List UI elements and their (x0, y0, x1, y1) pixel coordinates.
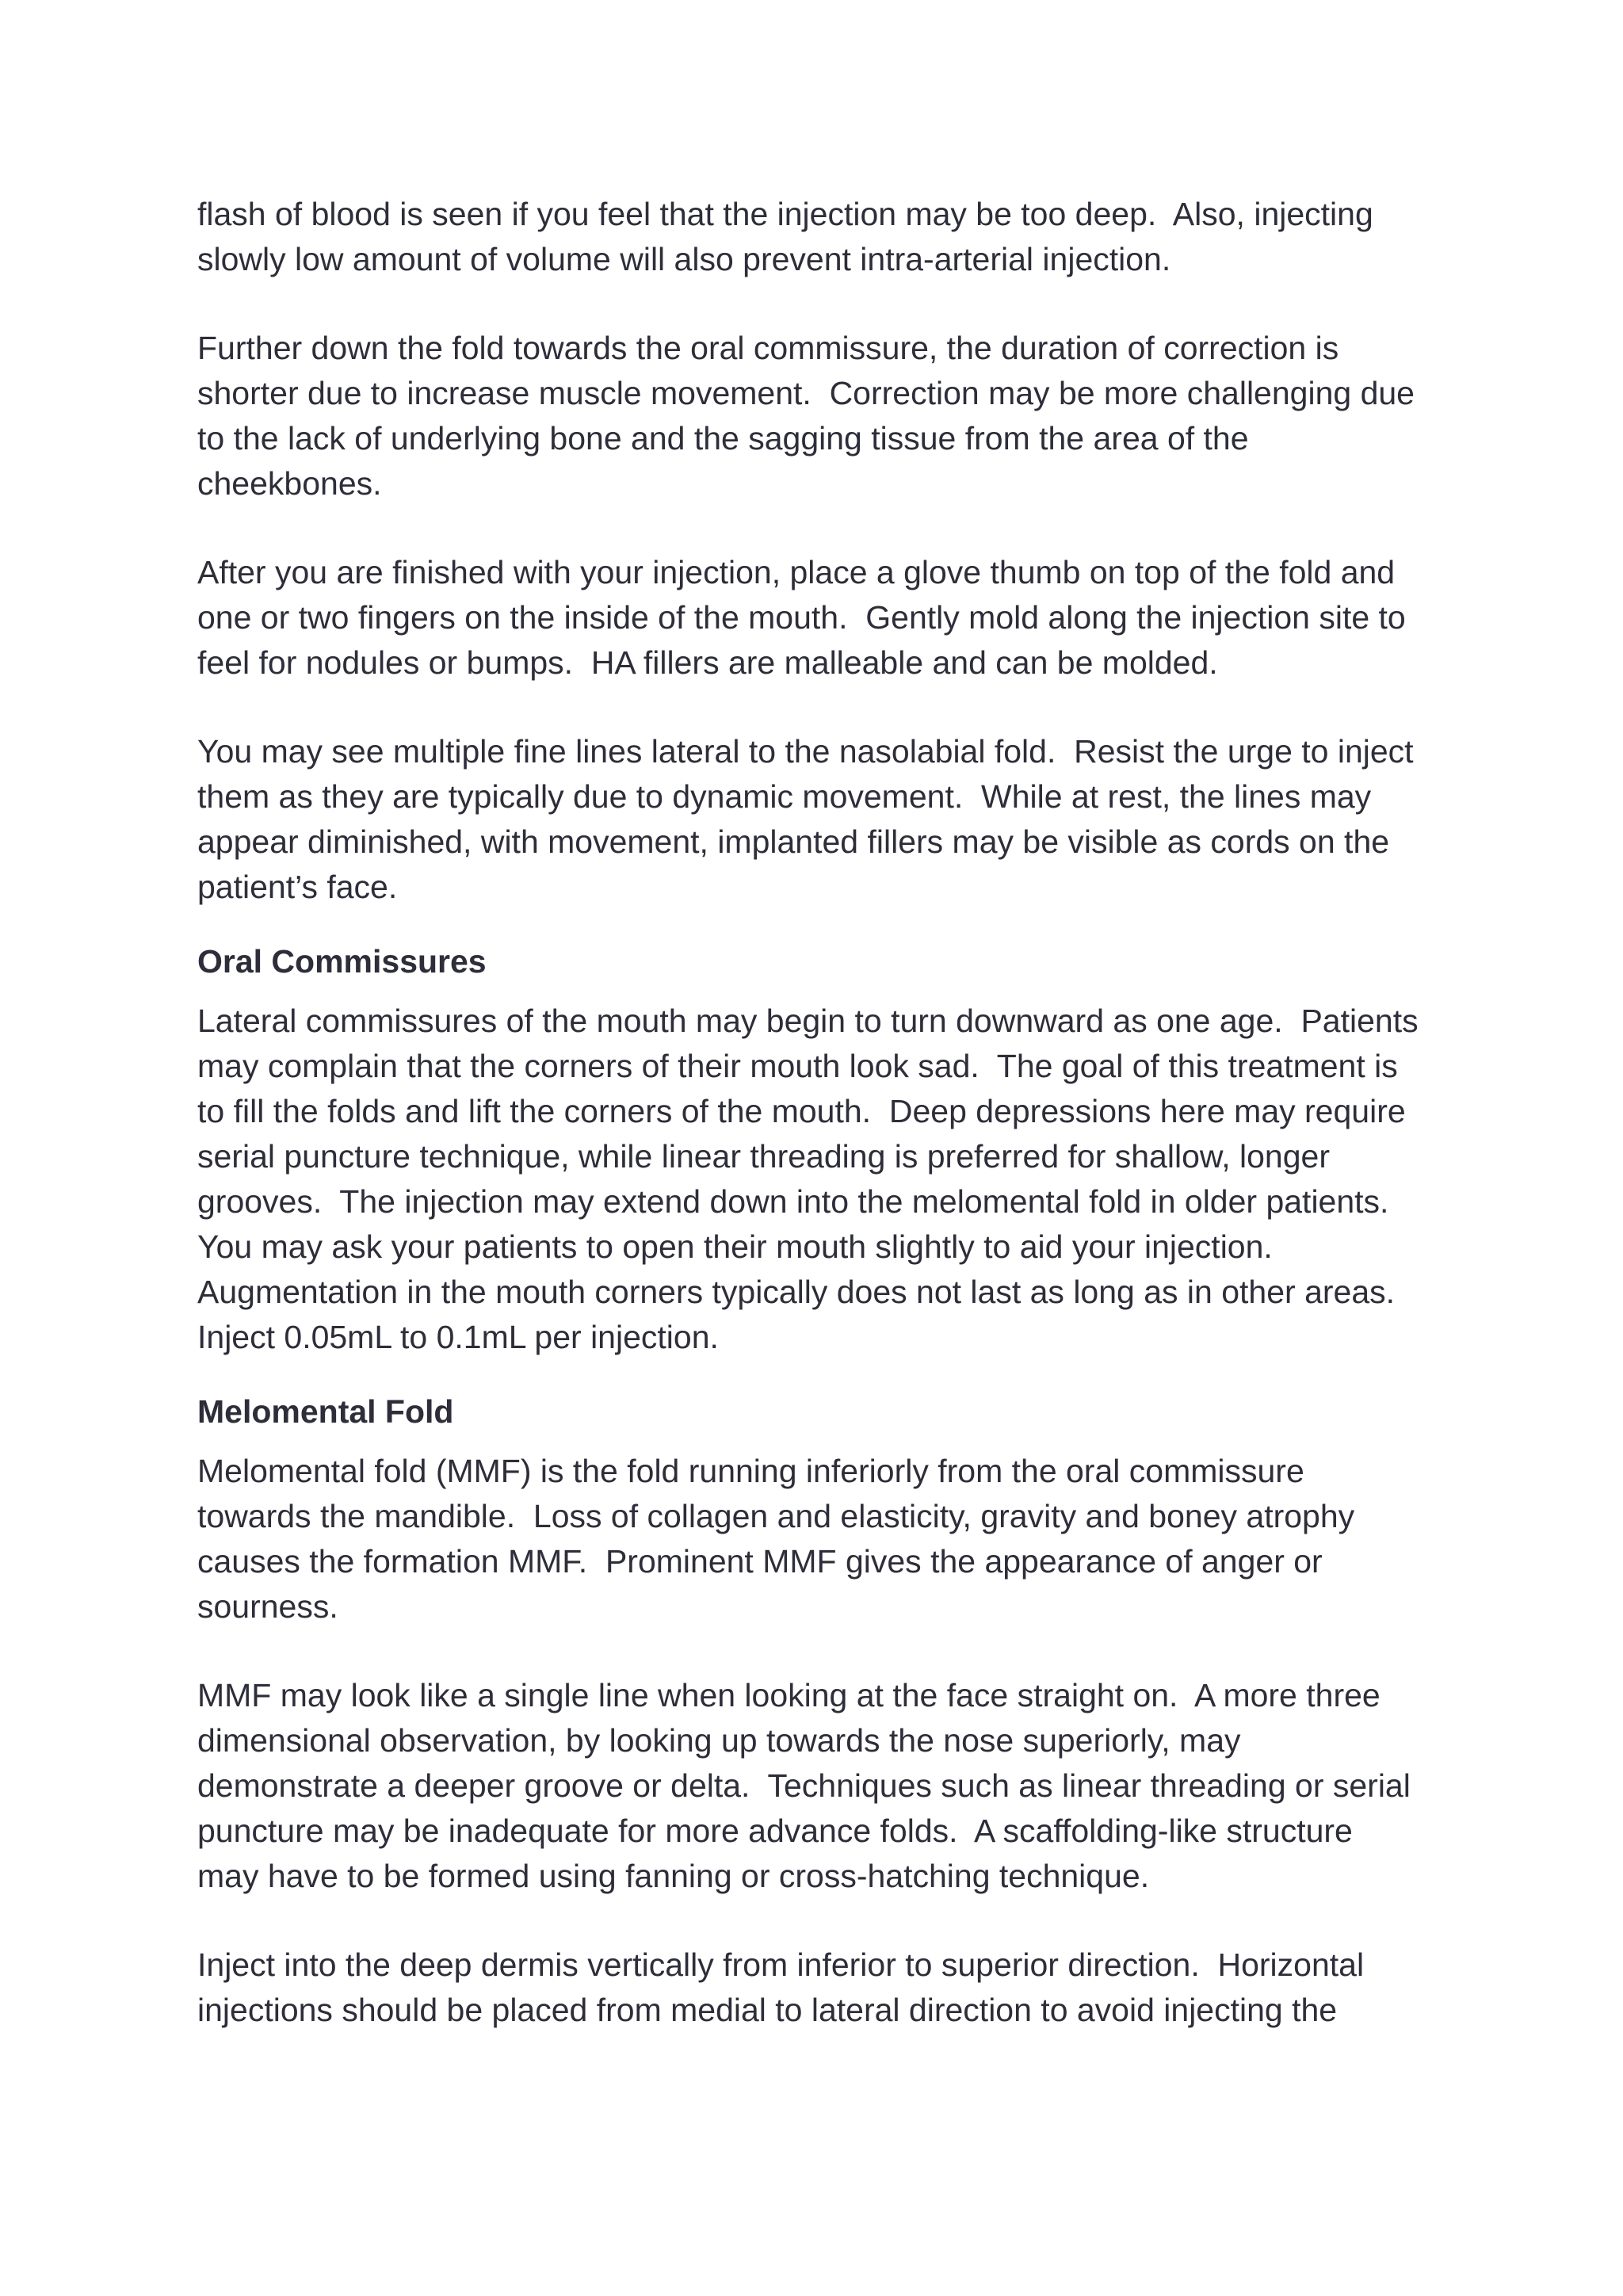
text-line: demonstrate a deeper groove or delta. Techniques such as linear threading or serial (197, 1767, 1411, 1804)
text-line: may have to be formed using fanning or cross-hatching technique. (197, 1858, 1150, 1894)
text-line: appear diminished, with movement, implanted fillers may be visible as cords on the (197, 823, 1390, 860)
section-heading-melomental-fold: Melomental Fold (197, 1393, 454, 1430)
text-line: cheekbones. (197, 465, 382, 502)
paragraph-fine-lines (197, 729, 1457, 910)
text-line: shorter due to increase muscle movement. Correction may be more challenging due (197, 375, 1415, 411)
text-line: to the lack of underlying bone and the sagging tissue from the area of the (197, 420, 1249, 457)
paragraph-oral-commissures (197, 999, 1457, 1360)
text-line: grooves. The injection may extend down into the melomental fold in older patients. (197, 1183, 1389, 1220)
text-line: one or two fingers on the inside of the mouth. Gently mold along the injection site to (197, 599, 1406, 636)
text-line: Inject 0.05mL to 0.1mL per injection. (197, 1319, 719, 1355)
text-line: slowly low amount of volume will also prevent intra-arterial injection. (197, 241, 1171, 277)
text-line: flash of blood is seen if you feel that the injection may be too deep. Also, injecting (197, 196, 1373, 232)
text-line: patient’s face. (197, 869, 398, 905)
text-line: may complain that the corners of their mouth look sad. The goal of this treatment is (197, 1048, 1398, 1084)
section-heading-oral-commissures: Oral Commissures (197, 943, 487, 980)
text-line: dimensional observation, by looking up towards the nose superiorly, may (197, 1722, 1241, 1759)
text-line: Further down the fold towards the oral commissure, the duration of correction is (197, 330, 1339, 366)
text-line: towards the mandible. Loss of collagen and elasticity, gravity and boney atrophy (197, 1498, 1355, 1534)
text-line: Lateral commissures of the mouth may begin to turn downward as one age. Patients (197, 1003, 1419, 1039)
paragraph-oral-commissure-duration (197, 326, 1457, 506)
text-line: You may ask your patients to open their mouth slightly to aid your injection. (197, 1228, 1273, 1265)
text-line: injections should be placed from medial to lateral direction to avoid injecting the (197, 1992, 1338, 2028)
paragraph-injection-direction (197, 1943, 1457, 2033)
text-line: serial puncture technique, while linear threading is preferred for shallow, longer (197, 1138, 1330, 1175)
paragraph-molding (197, 550, 1457, 686)
paragraph-melomental-definition (197, 1449, 1457, 1629)
text-line: feel for nodules or bumps. HA fillers are malleable and can be molded. (197, 644, 1218, 681)
text-line: MMF may look like a single line when looking at the face straight on. A more three (197, 1677, 1381, 1713)
text-line: Melomental fold (MMF) is the fold running inferiorly from the oral commissure (197, 1453, 1304, 1489)
text-line: to fill the folds and lift the corners of the mouth. Deep depressions here may require (197, 1093, 1406, 1129)
text-line: puncture may be inadequate for more advance folds. A scaffolding-like structure (197, 1813, 1353, 1849)
document-body (197, 192, 1457, 2076)
text-line: them as they are typically due to dynamic movement. While at rest, the lines may (197, 778, 1372, 815)
text-line: You may see multiple fine lines lateral to the nasolabial fold. Resist the urge to inject (197, 733, 1414, 770)
paragraph-blood-flash (197, 192, 1457, 282)
text-line: After you are finished with your injection, place a glove thumb on top of the fold and (197, 554, 1396, 590)
paragraph-mmf-technique (197, 1673, 1457, 1899)
text-line: Inject into the deep dermis vertically from inferior to superior direction. Horizontal (197, 1946, 1365, 1983)
text-line: Augmentation in the mouth corners typically does not last as long as in other areas. (197, 1274, 1396, 1310)
text-line: causes the formation MMF. Prominent MMF gives the appearance of anger or (197, 1543, 1323, 1580)
text-line: sourness. (197, 1588, 338, 1625)
